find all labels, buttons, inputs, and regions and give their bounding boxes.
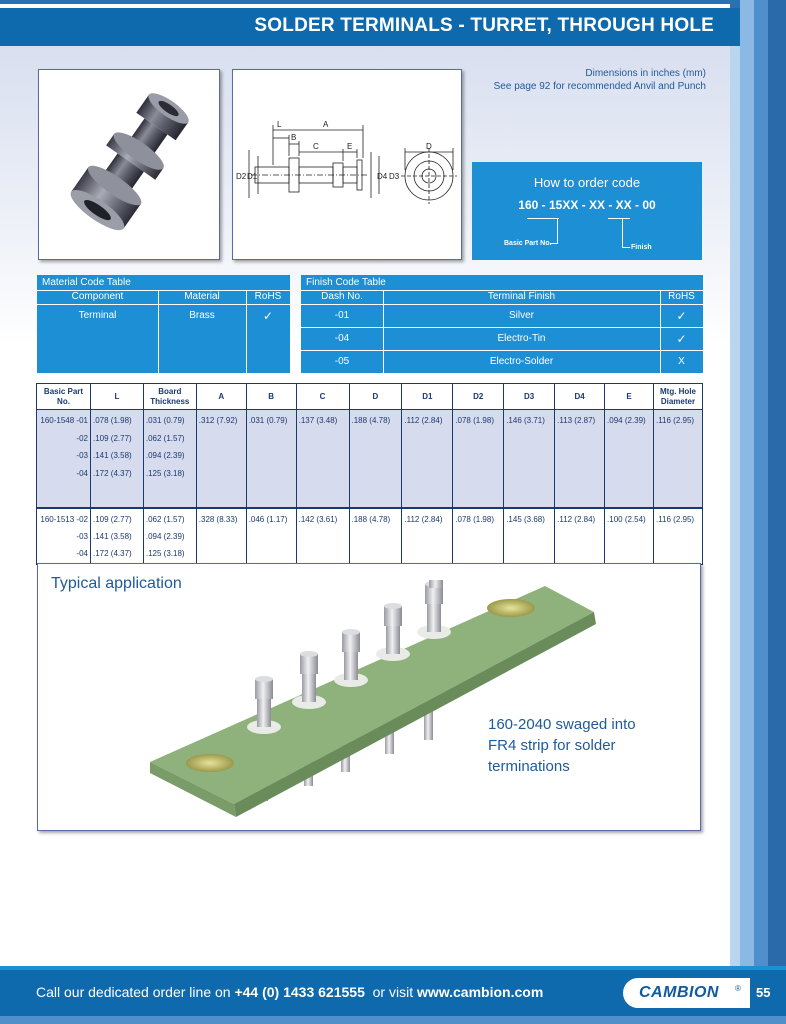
finish-row1-rohs: ✓ bbox=[676, 309, 687, 323]
caption-line-1: 160-2040 swaged into bbox=[488, 716, 636, 733]
caption-line-3: terminations bbox=[488, 758, 570, 775]
dimensions-units: Dimensions in inches (mm) bbox=[585, 68, 706, 79]
finish-leader-v bbox=[622, 218, 623, 248]
b-cell bbox=[246, 410, 296, 508]
cambion-logo bbox=[623, 978, 750, 1008]
dim-label-d4: D4 bbox=[377, 172, 388, 181]
col-b: B bbox=[246, 384, 296, 410]
caption-line-2: FR4 strip for solder bbox=[488, 737, 616, 754]
material-rule-2 bbox=[37, 304, 290, 305]
e-cell bbox=[605, 410, 654, 508]
dim-label-d1: D1 bbox=[247, 172, 258, 181]
finish-rule-3 bbox=[301, 327, 703, 328]
col-a: A bbox=[196, 384, 246, 410]
d2-cell bbox=[453, 410, 504, 508]
c-cell bbox=[296, 410, 349, 508]
finish-row1-dash: -01 bbox=[334, 310, 350, 321]
hole-value: .116 (2.95) bbox=[655, 416, 695, 425]
material-col-rohs: RoHS bbox=[254, 291, 282, 302]
material-row-material: Brass bbox=[189, 310, 215, 321]
d2-cell bbox=[453, 508, 504, 565]
part-no: -02 bbox=[76, 433, 88, 443]
order-code-box bbox=[472, 162, 702, 260]
dim-label-d: D bbox=[426, 142, 432, 151]
hole-cell bbox=[653, 410, 702, 508]
finish-row3-dash: -05 bbox=[334, 356, 350, 367]
b-value: .046 (1.17) bbox=[248, 514, 288, 524]
material-vrule-2 bbox=[246, 290, 247, 373]
dim-label-b: B bbox=[291, 133, 297, 142]
l-value: .078 (1.98) bbox=[92, 416, 132, 425]
col-e: E bbox=[605, 384, 654, 410]
footer-call-text: Call our dedicated order line on bbox=[36, 984, 235, 1000]
col-basic-part: Basic Part No. bbox=[37, 384, 91, 410]
col-d3: D3 bbox=[504, 384, 555, 410]
header-bar bbox=[0, 8, 740, 46]
e-value: .100 (2.54) bbox=[607, 514, 646, 524]
finish-underline bbox=[608, 218, 630, 219]
col-c: C bbox=[296, 384, 349, 410]
d-cell bbox=[349, 508, 402, 565]
part-no: -03 bbox=[76, 531, 88, 541]
fr4-strip-illustration bbox=[38, 564, 700, 830]
footer-website-link[interactable]: www.cambion.com bbox=[416, 984, 544, 1000]
board-cell bbox=[143, 410, 196, 508]
l-value: .141 (3.58) bbox=[92, 451, 132, 460]
a-value: .312 (7.92) bbox=[198, 416, 238, 425]
col-hole: Mtg. Hole Diameter bbox=[653, 384, 702, 410]
l-value: .109 (2.77) bbox=[92, 514, 132, 524]
bpn-underline bbox=[527, 218, 559, 219]
b-cell bbox=[246, 508, 296, 565]
dim-label-d3: D3 bbox=[389, 172, 400, 181]
hole-cell bbox=[653, 508, 702, 565]
finish-table-title: Finish Code Table bbox=[306, 277, 386, 288]
col-d4: D4 bbox=[555, 384, 605, 410]
finish-label: Finish bbox=[631, 244, 652, 251]
d-value: .188 (4.78) bbox=[351, 514, 391, 524]
side-stripe-light bbox=[730, 46, 740, 970]
part-no: 160-1548 -01 bbox=[40, 416, 88, 425]
board-value: .031 (0.79) bbox=[145, 416, 185, 425]
hole-value: .116 (2.95) bbox=[655, 514, 695, 524]
b-value: .031 (0.79) bbox=[248, 416, 288, 425]
d3-value: .146 (3.71) bbox=[506, 416, 545, 425]
dim-label-e: E bbox=[347, 142, 353, 151]
product-photo bbox=[38, 69, 220, 260]
d-cell bbox=[349, 410, 402, 508]
table-header-row bbox=[37, 384, 703, 410]
bpn-leader-v bbox=[557, 218, 558, 244]
order-code-title: How to order code bbox=[533, 175, 641, 190]
dimension-drawing bbox=[233, 70, 461, 259]
typical-application-panel bbox=[37, 563, 701, 831]
material-code-table bbox=[37, 275, 290, 373]
d2-value: .078 (1.98) bbox=[455, 416, 494, 425]
e-cell bbox=[605, 508, 654, 565]
board-value: .125 (3.18) bbox=[145, 548, 185, 558]
board-value: .125 (3.18) bbox=[145, 468, 185, 478]
d1-cell bbox=[402, 410, 453, 508]
footer-bar bbox=[0, 970, 786, 1016]
material-col-material: Material bbox=[184, 291, 220, 302]
d3-cell bbox=[504, 508, 555, 565]
table-row bbox=[37, 508, 703, 565]
d1-value: .112 (2.84) bbox=[404, 514, 443, 524]
part-no: -04 bbox=[76, 548, 88, 558]
finish-row3-finish: Electro-Solder bbox=[489, 356, 554, 367]
l-value: .172 (4.37) bbox=[92, 468, 132, 478]
a-cell bbox=[196, 410, 246, 508]
board-value: .062 (1.57) bbox=[145, 433, 185, 443]
part-no: -04 bbox=[76, 468, 88, 478]
side-stripe-3 bbox=[768, 0, 786, 970]
dimensions-table bbox=[36, 383, 703, 565]
finish-col-finish: Terminal Finish bbox=[487, 291, 556, 302]
material-vrule-1 bbox=[158, 290, 159, 373]
table-row bbox=[37, 410, 703, 508]
dim-label-d2: D2 bbox=[236, 172, 247, 181]
board-value: .094 (2.39) bbox=[145, 451, 185, 460]
application-caption bbox=[488, 714, 678, 777]
d3-value: .145 (3.68) bbox=[506, 514, 545, 524]
c-value: .142 (3.61) bbox=[298, 514, 338, 524]
dim-label-l: L bbox=[277, 120, 282, 129]
board-value: .062 (1.57) bbox=[145, 514, 185, 524]
d1-cell bbox=[402, 508, 453, 565]
part-no: -03 bbox=[76, 451, 88, 460]
order-code-value: 160 - 15XX - XX - XX - 00 bbox=[518, 198, 656, 212]
part-cell bbox=[37, 508, 91, 565]
finish-row2-dash: -04 bbox=[334, 333, 350, 344]
side-stripe-1 bbox=[740, 0, 754, 970]
d1-value: .112 (2.84) bbox=[404, 416, 443, 425]
material-col-component: Component bbox=[71, 291, 124, 302]
part-cell bbox=[37, 410, 91, 508]
board-cell bbox=[143, 508, 196, 565]
finish-row3-rohs: X bbox=[678, 356, 685, 367]
l-cell bbox=[90, 410, 143, 508]
part-no: 160-1513 -02 bbox=[40, 514, 88, 524]
finish-col-rohs: RoHS bbox=[668, 291, 695, 302]
l-value: .109 (2.77) bbox=[92, 433, 132, 443]
basic-part-label: Basic Part No. bbox=[504, 240, 552, 247]
col-d2: D2 bbox=[453, 384, 504, 410]
board-value: .094 (2.39) bbox=[145, 531, 185, 541]
turret-terminal-image bbox=[39, 70, 219, 259]
finish-code-table bbox=[301, 275, 703, 373]
d-value: .188 (4.78) bbox=[351, 416, 391, 425]
finish-row2-rohs: ✓ bbox=[676, 332, 687, 346]
col-l: L bbox=[90, 384, 143, 410]
l-value: .172 (4.37) bbox=[92, 548, 132, 558]
dimensions-anvil-ref: See page 92 for recommended Anvil and Punch bbox=[493, 81, 706, 92]
c-value: .137 (3.48) bbox=[298, 416, 338, 425]
col-d: D bbox=[349, 384, 402, 410]
dimensions-note bbox=[494, 67, 706, 93]
page-title: SOLDER TERMINALS - TURRET, THROUGH HOLE bbox=[254, 15, 714, 36]
d4-value: .112 (2.84) bbox=[557, 514, 596, 524]
d4-value: .113 (2.87) bbox=[557, 416, 596, 425]
finish-row2-finish: Electro-Tin bbox=[497, 333, 546, 344]
page-number: 55 bbox=[756, 985, 771, 1000]
a-cell bbox=[196, 508, 246, 565]
logo-text: CAMBION bbox=[639, 984, 719, 1001]
logo-registered: ® bbox=[735, 984, 741, 993]
footer-phone[interactable]: +44 (0) 1433 621555 bbox=[234, 984, 365, 1000]
col-d1: D1 bbox=[402, 384, 453, 410]
footer-visit-text: or visit bbox=[364, 984, 417, 1000]
c-cell bbox=[296, 508, 349, 565]
finish-rule-4 bbox=[301, 350, 703, 351]
l-cell bbox=[90, 508, 143, 565]
side-stripe-2 bbox=[754, 0, 768, 970]
e-value: .094 (2.39) bbox=[607, 416, 646, 425]
dim-label-a: A bbox=[323, 120, 329, 129]
d4-cell bbox=[555, 410, 605, 508]
footer-bottom-stripe bbox=[0, 1016, 786, 1024]
finish-col-dash: Dash No. bbox=[321, 291, 363, 302]
d2-value: .078 (1.98) bbox=[455, 514, 494, 524]
d4-cell bbox=[555, 508, 605, 565]
technical-drawing bbox=[232, 69, 462, 260]
application-title: Typical application bbox=[51, 575, 182, 592]
finish-leader-h bbox=[622, 247, 630, 248]
col-board: Board Thickness bbox=[143, 384, 196, 410]
finish-row1-finish: Silver bbox=[508, 310, 534, 321]
material-table-title: Material Code Table bbox=[42, 277, 131, 288]
material-row-component: Terminal bbox=[78, 310, 117, 321]
footer-contact bbox=[36, 984, 543, 1000]
material-row-rohs: ✓ bbox=[262, 309, 274, 323]
finish-rule-2 bbox=[301, 304, 703, 305]
a-value: .328 (8.33) bbox=[198, 514, 238, 524]
dim-label-c: C bbox=[313, 142, 319, 151]
l-value: .141 (3.58) bbox=[92, 531, 132, 541]
d3-cell bbox=[504, 410, 555, 508]
